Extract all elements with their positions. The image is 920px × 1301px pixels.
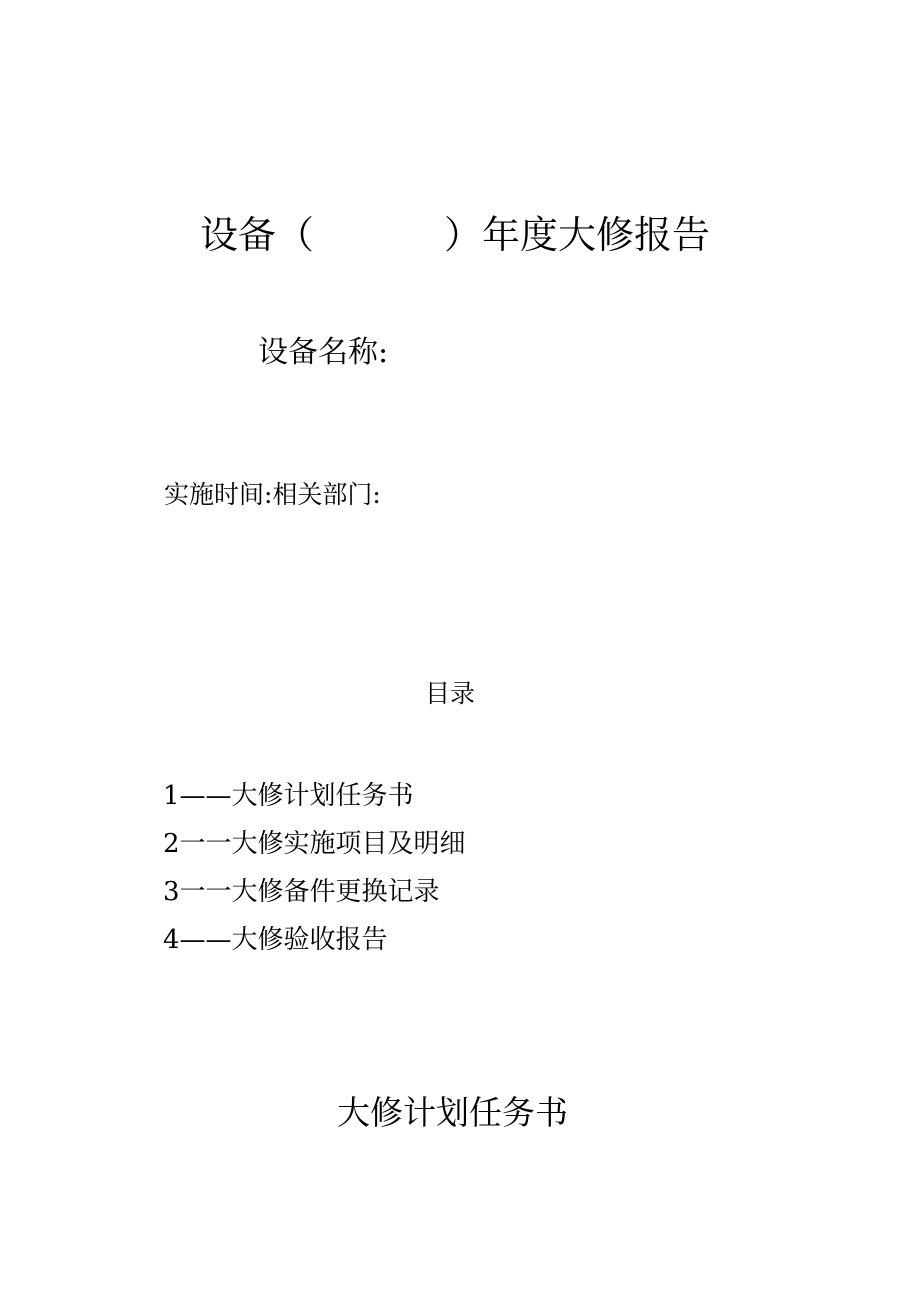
report-title — [200, 213, 711, 257]
toc-item: 4——大修验收报告 — [163, 925, 388, 955]
toc-item: 2一一大修实施项目及明细 — [163, 829, 466, 859]
toc-item: 1——大修计划任务书 — [163, 781, 414, 811]
section-title: 大修计划任务书 — [337, 1093, 568, 1132]
toc-heading: 目录 — [425, 679, 476, 708]
report-title-suffix: ）年度大修报告 — [444, 213, 711, 257]
device-name-label: 设备名称: — [258, 335, 389, 370]
implementation-time-department-line: 实施时间:相关部门: — [164, 480, 381, 509]
report-title-prefix: 设备（ — [200, 213, 315, 257]
toc-list — [163, 780, 466, 972]
toc-item: 3一一大修备件更换记录 — [163, 877, 440, 907]
